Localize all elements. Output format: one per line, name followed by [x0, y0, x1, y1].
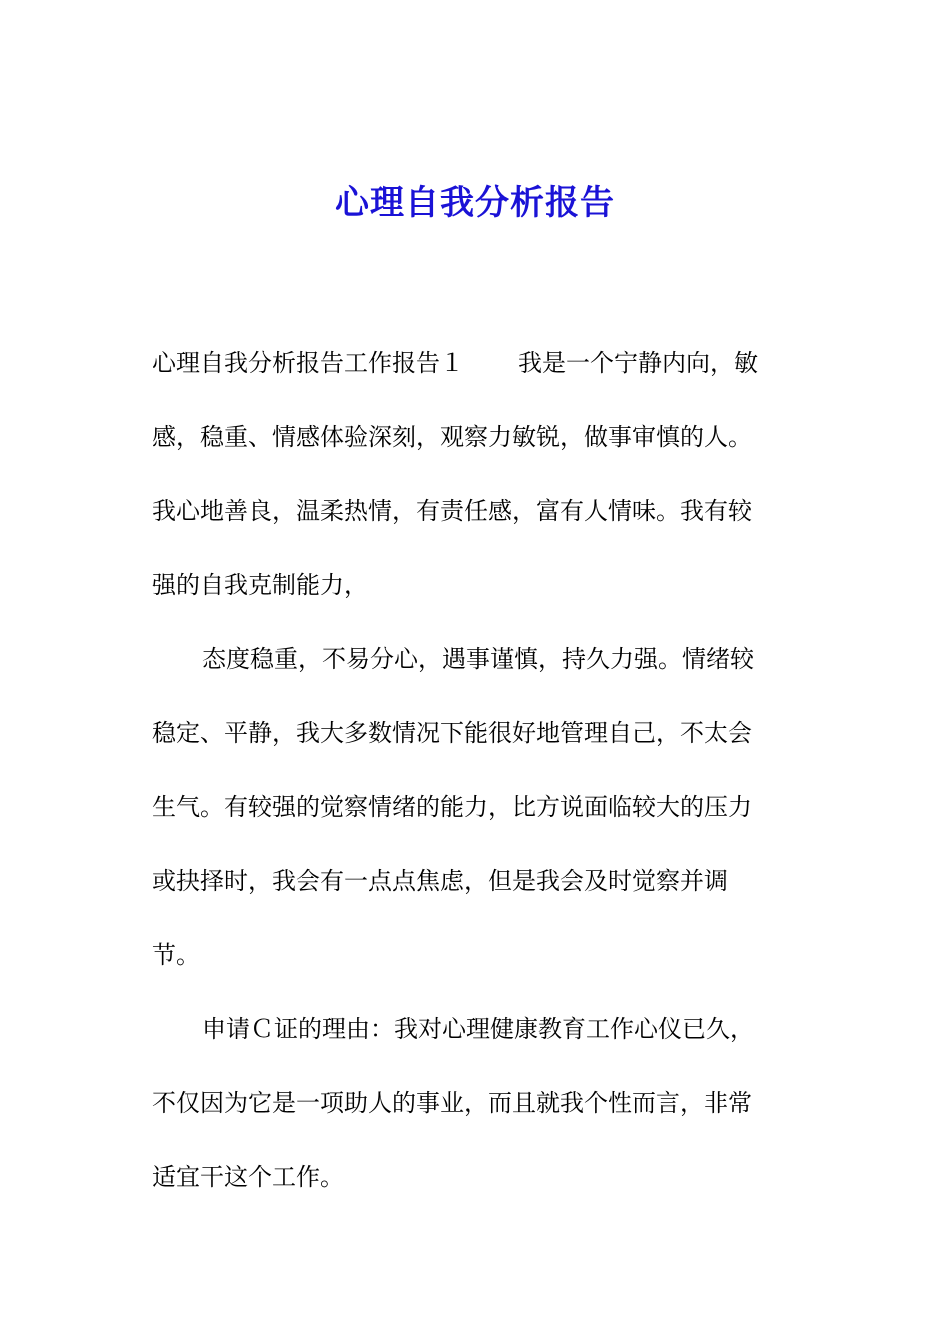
- paragraph-1: [152, 326, 792, 622]
- paragraph-2-line-1: 态度稳重，不易分心，遇事谨慎，持久力强。情绪较: [202, 645, 754, 673]
- paragraph-3: [152, 992, 792, 1214]
- document-title: 心理自我分析报告: [335, 183, 615, 223]
- paragraph-1-line-3: 我心地善良，温柔热情，有责任感，富有人情味。我有较: [152, 497, 752, 525]
- paragraph-1-line-1: 我是一个宁静内向，敏: [518, 349, 758, 377]
- paragraph-2-line-2: 稳定、平静，我大多数情况下能很好地管理自己，不太会: [152, 719, 752, 747]
- paragraph-3-line-2: 不仅因为它是一项助人的事业，而且就我个性而言，非常: [152, 1089, 752, 1117]
- paragraph-2-line-4: 或抉择时，我会有一点点焦虑，但是我会及时觉察并调: [152, 867, 728, 895]
- paragraph-3-line-3: 适宜干这个工作。: [152, 1163, 344, 1191]
- paragraph-1-line-4: 强的自我克制能力，: [152, 571, 368, 599]
- paragraph-2-line-3: 生气。有较强的觉察情绪的能力，比方说面临较大的压力: [152, 793, 752, 821]
- paragraph-2-line-5: 节。: [152, 941, 200, 969]
- paragraph-2: [152, 622, 792, 992]
- paragraph-1-line-2: 感，稳重、情感体验深刻，观察力敏锐，做事审慎的人。: [152, 423, 752, 451]
- paragraph-3-line-1: 申请Ｃ证的理由：我对心理健康教育工作心仪已久，: [202, 1015, 754, 1043]
- document-body: [152, 326, 792, 1214]
- paragraph-1-lead: 心理自我分析报告工作报告１: [152, 349, 464, 377]
